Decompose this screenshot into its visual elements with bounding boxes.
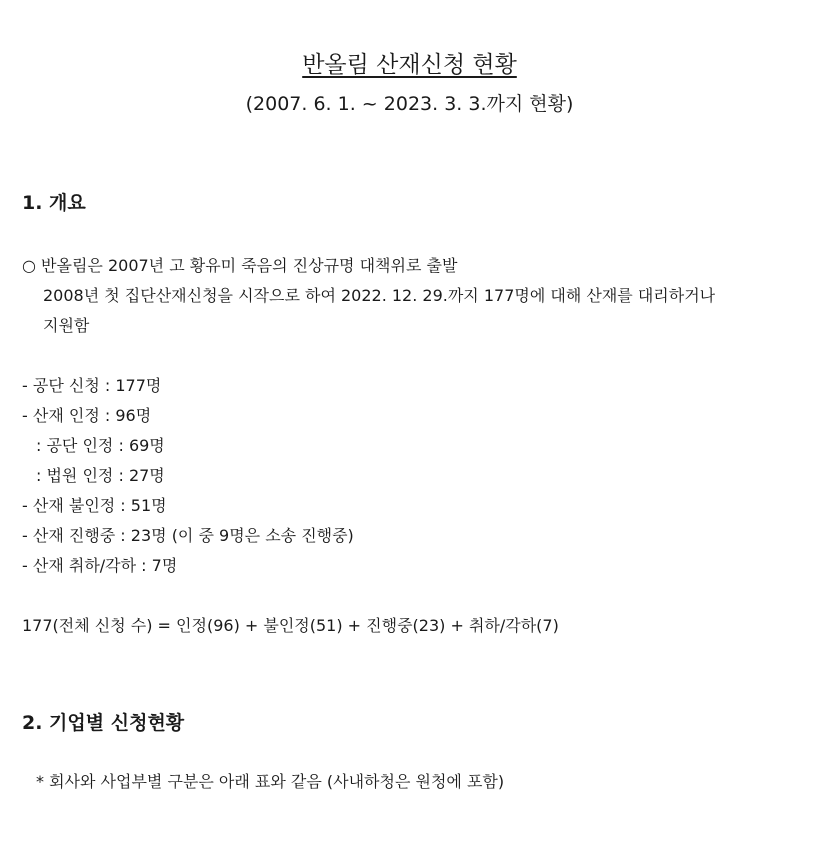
overview-line-1: ○ 반올림은 2007년 고 황유미 죽음의 진상규명 대책위로 출발 [22,256,458,275]
overview-line-3: 지원함 [43,316,90,335]
section-1-heading: 1. 개요 [22,192,86,214]
stat-approved: - 산재 인정 : 96명 [22,406,152,425]
section-2-note: * 회사와 사업부별 구분은 아래 표와 같음 (사내하청은 원청에 포함) [36,772,505,791]
stat-rejected: - 산재 불인정 : 51명 [22,496,167,515]
document-title-text: 반올림 산재신청 현황 [302,52,517,78]
stat-approved-court: : 법원 인정 : 27명 [36,466,165,485]
stat-in-progress: - 산재 진행중 : 23명 (이 중 9명은 소송 진행중) [22,526,354,545]
overview-line-2: 2008년 첫 집단산재신청을 시작으로 하여 2022. 12. 29.까지 177명에 대해 산재를 대리하거나 [43,286,716,305]
stat-applied: - 공단 신청 : 177명 [22,376,162,395]
stat-approved-kcomwel: : 공단 인정 : 69명 [36,436,165,455]
document-title [0,46,819,79]
document-subtitle: (2007. 6. 1. ~ 2023. 3. 3.까지 현황) [245,93,574,115]
section-2-heading: 2. 기업별 신청현황 [22,712,185,734]
stat-withdrawn: - 산재 취하/각하 : 7명 [22,556,178,575]
summary-formula: 177(전체 신청 수) = 인정(96) + 불인정(51) + 진행중(23) + 취하/각하(7) [22,616,559,635]
